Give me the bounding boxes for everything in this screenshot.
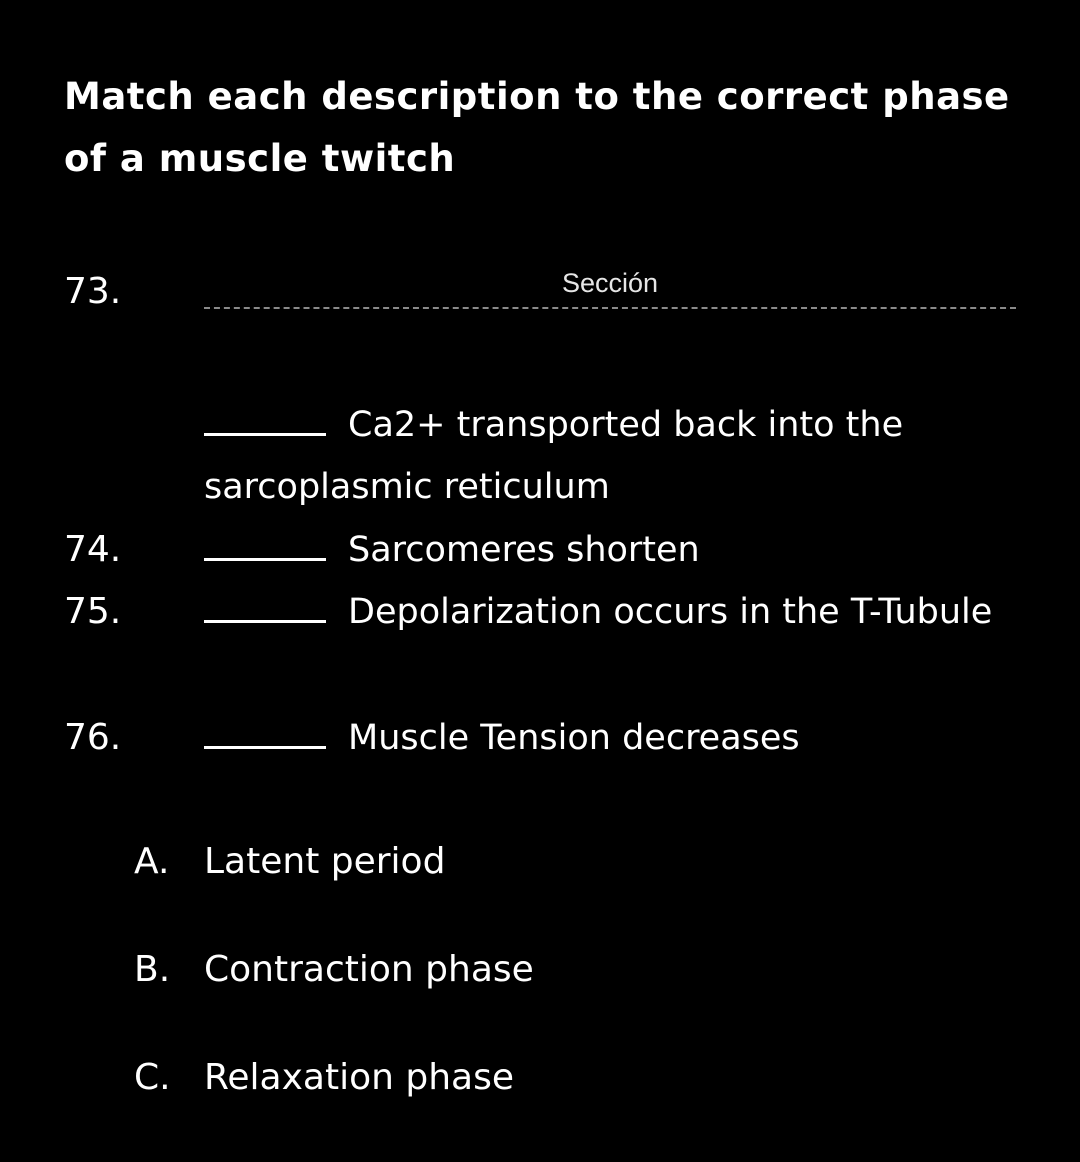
option-c	[134, 1054, 534, 1162]
option-a	[134, 838, 534, 946]
answer-options-list	[134, 838, 534, 1162]
question-number-75: 75.	[64, 591, 122, 632]
question-text-73: Ca2+ transported back into the sarcoplasmic reticulum	[204, 405, 904, 507]
option-letter-b: B.	[134, 949, 171, 990]
option-text-c: Relaxation phase	[204, 1057, 515, 1098]
answer-blank-76[interactable]	[204, 718, 326, 749]
question-item-74	[204, 519, 1004, 581]
answer-blank-73[interactable]	[204, 405, 326, 436]
question-item-73	[204, 394, 1004, 518]
answer-blank-74[interactable]	[204, 530, 326, 561]
option-letter-c: C.	[134, 1057, 171, 1098]
question-number-76: 76.	[64, 717, 122, 758]
option-text-b: Contraction phase	[204, 949, 534, 990]
option-letter-a: A.	[134, 841, 170, 882]
question-number-74: 74.	[64, 529, 122, 570]
question-item-75	[204, 581, 1004, 643]
option-text-a: Latent period	[204, 841, 446, 882]
question-title: Match each description to the correct phase of a muscle twitch	[64, 75, 1010, 180]
question-number-73: 73.	[64, 271, 122, 312]
question-text-76: Muscle Tension decreases	[348, 718, 800, 758]
question-text-75: Depolarization occurs in the T-Tubule	[348, 592, 993, 632]
answer-blank-75[interactable]	[204, 592, 326, 623]
question-item-76	[204, 707, 1004, 769]
section-divider	[204, 307, 1016, 309]
section-label: Sección	[561, 268, 659, 298]
option-b	[134, 946, 534, 1054]
question-text-74: Sarcomeres shorten	[348, 530, 700, 570]
